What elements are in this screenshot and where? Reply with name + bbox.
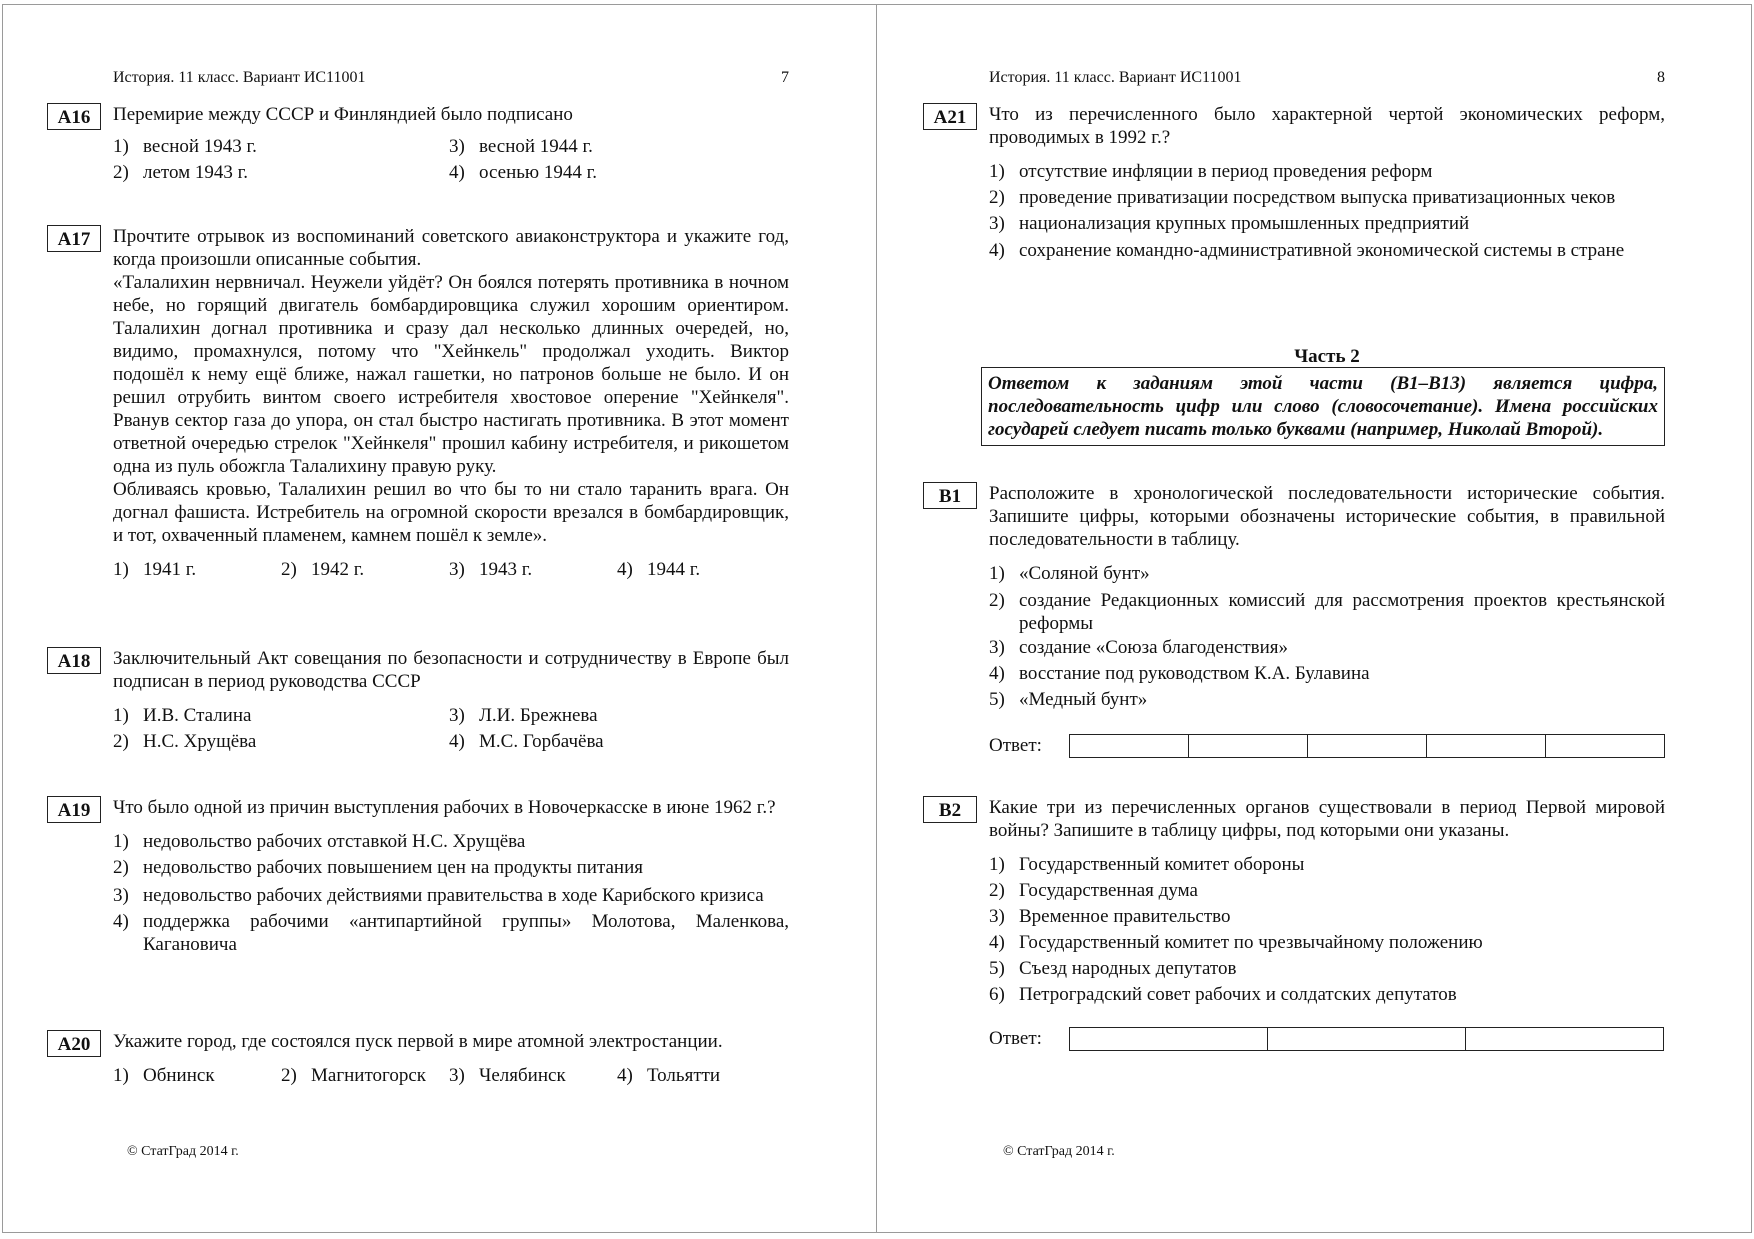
option-number: 2) (281, 1065, 297, 1086)
option-text: сохранение командно-административной экономической системы в стране (1019, 240, 1625, 261)
option-number: 4) (989, 663, 1005, 684)
option-text: недовольство рабочих действиями правительства в ходе Карибского кризиса (143, 885, 764, 906)
quote-text: «Талалихин нервничал. Неужели уйдёт? Он боялся потерять противника в ночном небе, но горящий двигатель бомбардировщика служил хорошим ориентиром. Талалихин догнал противника и сразу дал несколько длинных очередей, но, видимо, промахнулся, потому что "Хейнкель" продолжал уходить. Виктор подошёл к нему ещё ближе, нажал гашетки, но патронов больше не было. И он решил отрубить винтом своего истребителя хвостовое оперение "Хейнкеля". Рванув сектор газа до упора, он стал быстро настигать противника. В этот момент ответной очередью стрелок "Хейнкеля" прошил кабину истребителя, и рикошетом одна из пуль обожгла Талалихину правую руку. (113, 272, 789, 477)
option-text: Челябинск (479, 1065, 566, 1086)
answer-cell[interactable] (1268, 1028, 1466, 1050)
b1-answer (989, 734, 1665, 758)
task-a19 (57, 796, 789, 956)
option (113, 829, 789, 855)
task-label: В1 (923, 482, 977, 509)
option-text: «Соляной бунт» (1019, 563, 1150, 584)
answer-cell[interactable] (1070, 1028, 1268, 1050)
option-number: 3) (449, 136, 465, 157)
option-text: создание Редакционных комиссий для рассмотрения проектов крестьянской реформы (1019, 590, 1665, 634)
option-number: 2) (113, 857, 129, 878)
option-number: 1) (113, 1065, 129, 1086)
option-text: 1943 г. (479, 559, 533, 580)
options-list (113, 829, 789, 956)
option (113, 160, 449, 186)
option-text: поддержка рабочими «антипартийной группы» Молотова, Маленкова, Кагановича (143, 911, 789, 955)
options-list (989, 561, 1665, 713)
option (989, 589, 1665, 635)
task-label: А17 (47, 225, 101, 252)
options-list (113, 557, 789, 583)
option (989, 687, 1665, 713)
option-number: 4) (113, 911, 129, 932)
task-question: Расположите в хронологической последовательности исторические события. Запишите цифры, которыми обозначены исторические события, в правильной последовательности в таблицу. (989, 483, 1665, 550)
option (113, 703, 449, 729)
option-text: отсутствие инфляции в период проведения реформ (1019, 161, 1433, 182)
option (449, 134, 789, 160)
task-question: Перемирие между СССР и Финляндией было подписано (113, 104, 573, 125)
answer-label: Ответ: (989, 1028, 1042, 1049)
task-question: Что было одной из причин выступления рабочих в Новочеркасске в июне 1962 г.? (113, 797, 776, 818)
option-number: 3) (989, 906, 1005, 927)
option-text: Съезд народных депутатов (1019, 958, 1237, 979)
option-number: 2) (989, 880, 1005, 901)
option-text: национализация крупных промышленных предприятий (1019, 213, 1470, 234)
option-number: 3) (449, 705, 465, 726)
task-label: А16 (47, 103, 101, 130)
option (989, 635, 1665, 661)
task-a20 (57, 1030, 789, 1089)
option-text: 1944 г. (647, 559, 701, 580)
option (989, 185, 1665, 211)
page-number: 8 (1657, 69, 1665, 86)
task-question: Что из перечисленного было характерной чертой экономических реформ, проводимых в 1992 г.? (989, 104, 1665, 148)
options-list (989, 852, 1665, 1008)
option-text: осенью 1944 г. (479, 162, 597, 183)
option (617, 557, 789, 583)
page-footer: © СтатГрад 2014 г. (127, 1144, 239, 1159)
option-number: 3) (449, 559, 465, 580)
option-text: Н.С. Хрущёва (143, 731, 257, 752)
option (449, 160, 789, 186)
task-label: А21 (923, 103, 977, 130)
option-number: 1) (113, 705, 129, 726)
option-number: 2) (113, 731, 129, 752)
option-text: Государственный комитет обороны (1019, 854, 1305, 875)
b2-answer (989, 1027, 1664, 1051)
option-number: 2) (281, 559, 297, 580)
page-number: 7 (781, 69, 789, 86)
answer-cell[interactable] (1427, 735, 1546, 757)
option-text: проведение приватизации посредством выпуска приватизационных чеков (1019, 187, 1616, 208)
option-text: недовольство рабочих отставкой Н.С. Хрущёва (143, 831, 526, 852)
option-text: весной 1944 г. (479, 136, 593, 157)
option-number: 3) (449, 1065, 465, 1086)
answer-cell[interactable] (1070, 735, 1189, 757)
header-title: История. 11 класс. Вариант ИС11001 (113, 69, 366, 86)
option-text: недовольство рабочих повышением цен на продукты питания (143, 857, 644, 878)
option-number: 4) (449, 731, 465, 752)
answer-cell[interactable] (1189, 735, 1308, 757)
task-question: Заключительный Акт совещания по безопасности и сотрудничеству в Европе был подписан в период руководства СССР (113, 648, 789, 692)
option (113, 884, 789, 907)
quote-text-continued: Обливаясь кровью, Талалихин решил во что бы то ни стало таранить врага. Он догнал фашиста. Истребитель на огромной скорости врезался в бомбардировщик, и тот, охваченный пламенем, камнем пошёл к земле». (113, 479, 789, 546)
task-label: А18 (47, 647, 101, 674)
task-a21 (933, 103, 1665, 262)
option-number: 4) (989, 932, 1005, 953)
option-number: 1) (989, 161, 1005, 182)
option-number: 1) (113, 559, 129, 580)
option-text: весной 1943 г. (143, 136, 257, 157)
option-number: 3) (989, 213, 1005, 234)
option (113, 134, 449, 160)
option (113, 855, 789, 881)
option-number: 3) (113, 885, 129, 906)
option-text: Государственная дума (1019, 880, 1198, 901)
option (989, 878, 1665, 904)
option (113, 910, 789, 956)
task-label: А19 (47, 796, 101, 823)
option-number: 5) (989, 689, 1005, 710)
option-text: М.С. Горбачёва (479, 731, 604, 752)
b1-answer-table (1069, 734, 1665, 758)
option (989, 904, 1665, 930)
option-text: Петроградский совет рабочих и солдатских депутатов (1019, 984, 1457, 1005)
option-text: 1942 г. (311, 559, 365, 580)
part2-title: Часть 2 (1294, 346, 1360, 367)
option (989, 982, 1665, 1008)
option-number: 3) (989, 637, 1005, 658)
option-text: Магнитогорск (311, 1065, 426, 1086)
task-label: А20 (47, 1030, 101, 1057)
part2-instructions: Ответом к заданиям этой части (В1–В13) является цифра, последовательность цифр или слово (словосочетание). Имена российских государей следует писать только буквами (например, Николай Второй). (981, 367, 1665, 446)
option (989, 211, 1665, 237)
option (281, 557, 449, 583)
page-8 (876, 4, 1752, 1233)
option-number: 1) (113, 136, 129, 157)
option-text: 1941 г. (143, 559, 197, 580)
option (449, 729, 789, 755)
header-title: История. 11 класс. Вариант ИС11001 (989, 69, 1242, 86)
answer-cell[interactable] (1466, 1028, 1663, 1050)
answer-cell[interactable] (1308, 735, 1427, 757)
option (989, 159, 1665, 185)
option (281, 1063, 449, 1089)
answer-cell[interactable] (1546, 735, 1664, 757)
option (617, 1063, 789, 1089)
option-text: Временное правительство (1019, 906, 1231, 927)
options-list (113, 1063, 789, 1089)
option (989, 239, 1665, 262)
b2-answer-table (1069, 1027, 1664, 1051)
option (113, 729, 449, 755)
option (449, 557, 617, 583)
option-text: «Медный бунт» (1019, 689, 1148, 710)
task-question: Прочтите отрывок из воспоминаний советского авиаконструктора и укажите год, когда произошли описанные события. (113, 226, 789, 270)
option-text: летом 1943 г. (143, 162, 249, 183)
option-text: Обнинск (143, 1065, 215, 1086)
task-label: В2 (923, 796, 977, 823)
task-b2 (938, 796, 1665, 1008)
option-number: 4) (449, 162, 465, 183)
option (989, 561, 1665, 587)
option-text: Л.И. Брежнева (479, 705, 598, 726)
option-text: Тольятти (647, 1065, 721, 1086)
option (113, 557, 281, 583)
page-7 (2, 4, 878, 1233)
option-number: 2) (989, 590, 1005, 611)
option (989, 956, 1665, 982)
option-number: 1) (989, 854, 1005, 875)
option-number: 1) (989, 563, 1005, 584)
option-number: 5) (989, 958, 1005, 979)
task-b1 (938, 482, 1665, 713)
option-text: восстание под руководством К.А. Булавина (1019, 663, 1370, 684)
page-footer: © СтатГрад 2014 г. (1003, 1144, 1115, 1159)
option (989, 930, 1665, 956)
task-a17 (57, 225, 789, 583)
option-number: 4) (617, 1065, 633, 1086)
option-number: 2) (989, 187, 1005, 208)
options-list (989, 159, 1665, 262)
option-text: создание «Союза благоденствия» (1019, 637, 1289, 658)
task-question: Укажите город, где состоялся пуск первой в мире атомной электростанции. (113, 1031, 723, 1052)
task-a18 (57, 647, 789, 755)
option-number: 4) (617, 559, 633, 580)
option (989, 852, 1665, 878)
option (449, 1063, 617, 1089)
option (449, 703, 789, 729)
option-number: 6) (989, 984, 1005, 1005)
option-text: И.В. Сталина (143, 705, 252, 726)
option (113, 1063, 281, 1089)
options-list (113, 703, 789, 755)
task-a16 (57, 103, 789, 186)
option (989, 661, 1665, 687)
page-header (989, 69, 1665, 87)
page-header (113, 69, 789, 87)
answer-label: Ответ: (989, 735, 1042, 756)
options-list (113, 134, 789, 186)
option-number: 2) (113, 162, 129, 183)
option-text: Государственный комитет по чрезвычайному положению (1019, 932, 1483, 953)
task-question: Какие три из перечисленных органов существовали в период Первой мировой войны? Запишите в таблицу цифры, под которыми они указаны. (989, 797, 1665, 841)
option-number: 1) (113, 831, 129, 852)
option-number: 4) (989, 240, 1005, 261)
